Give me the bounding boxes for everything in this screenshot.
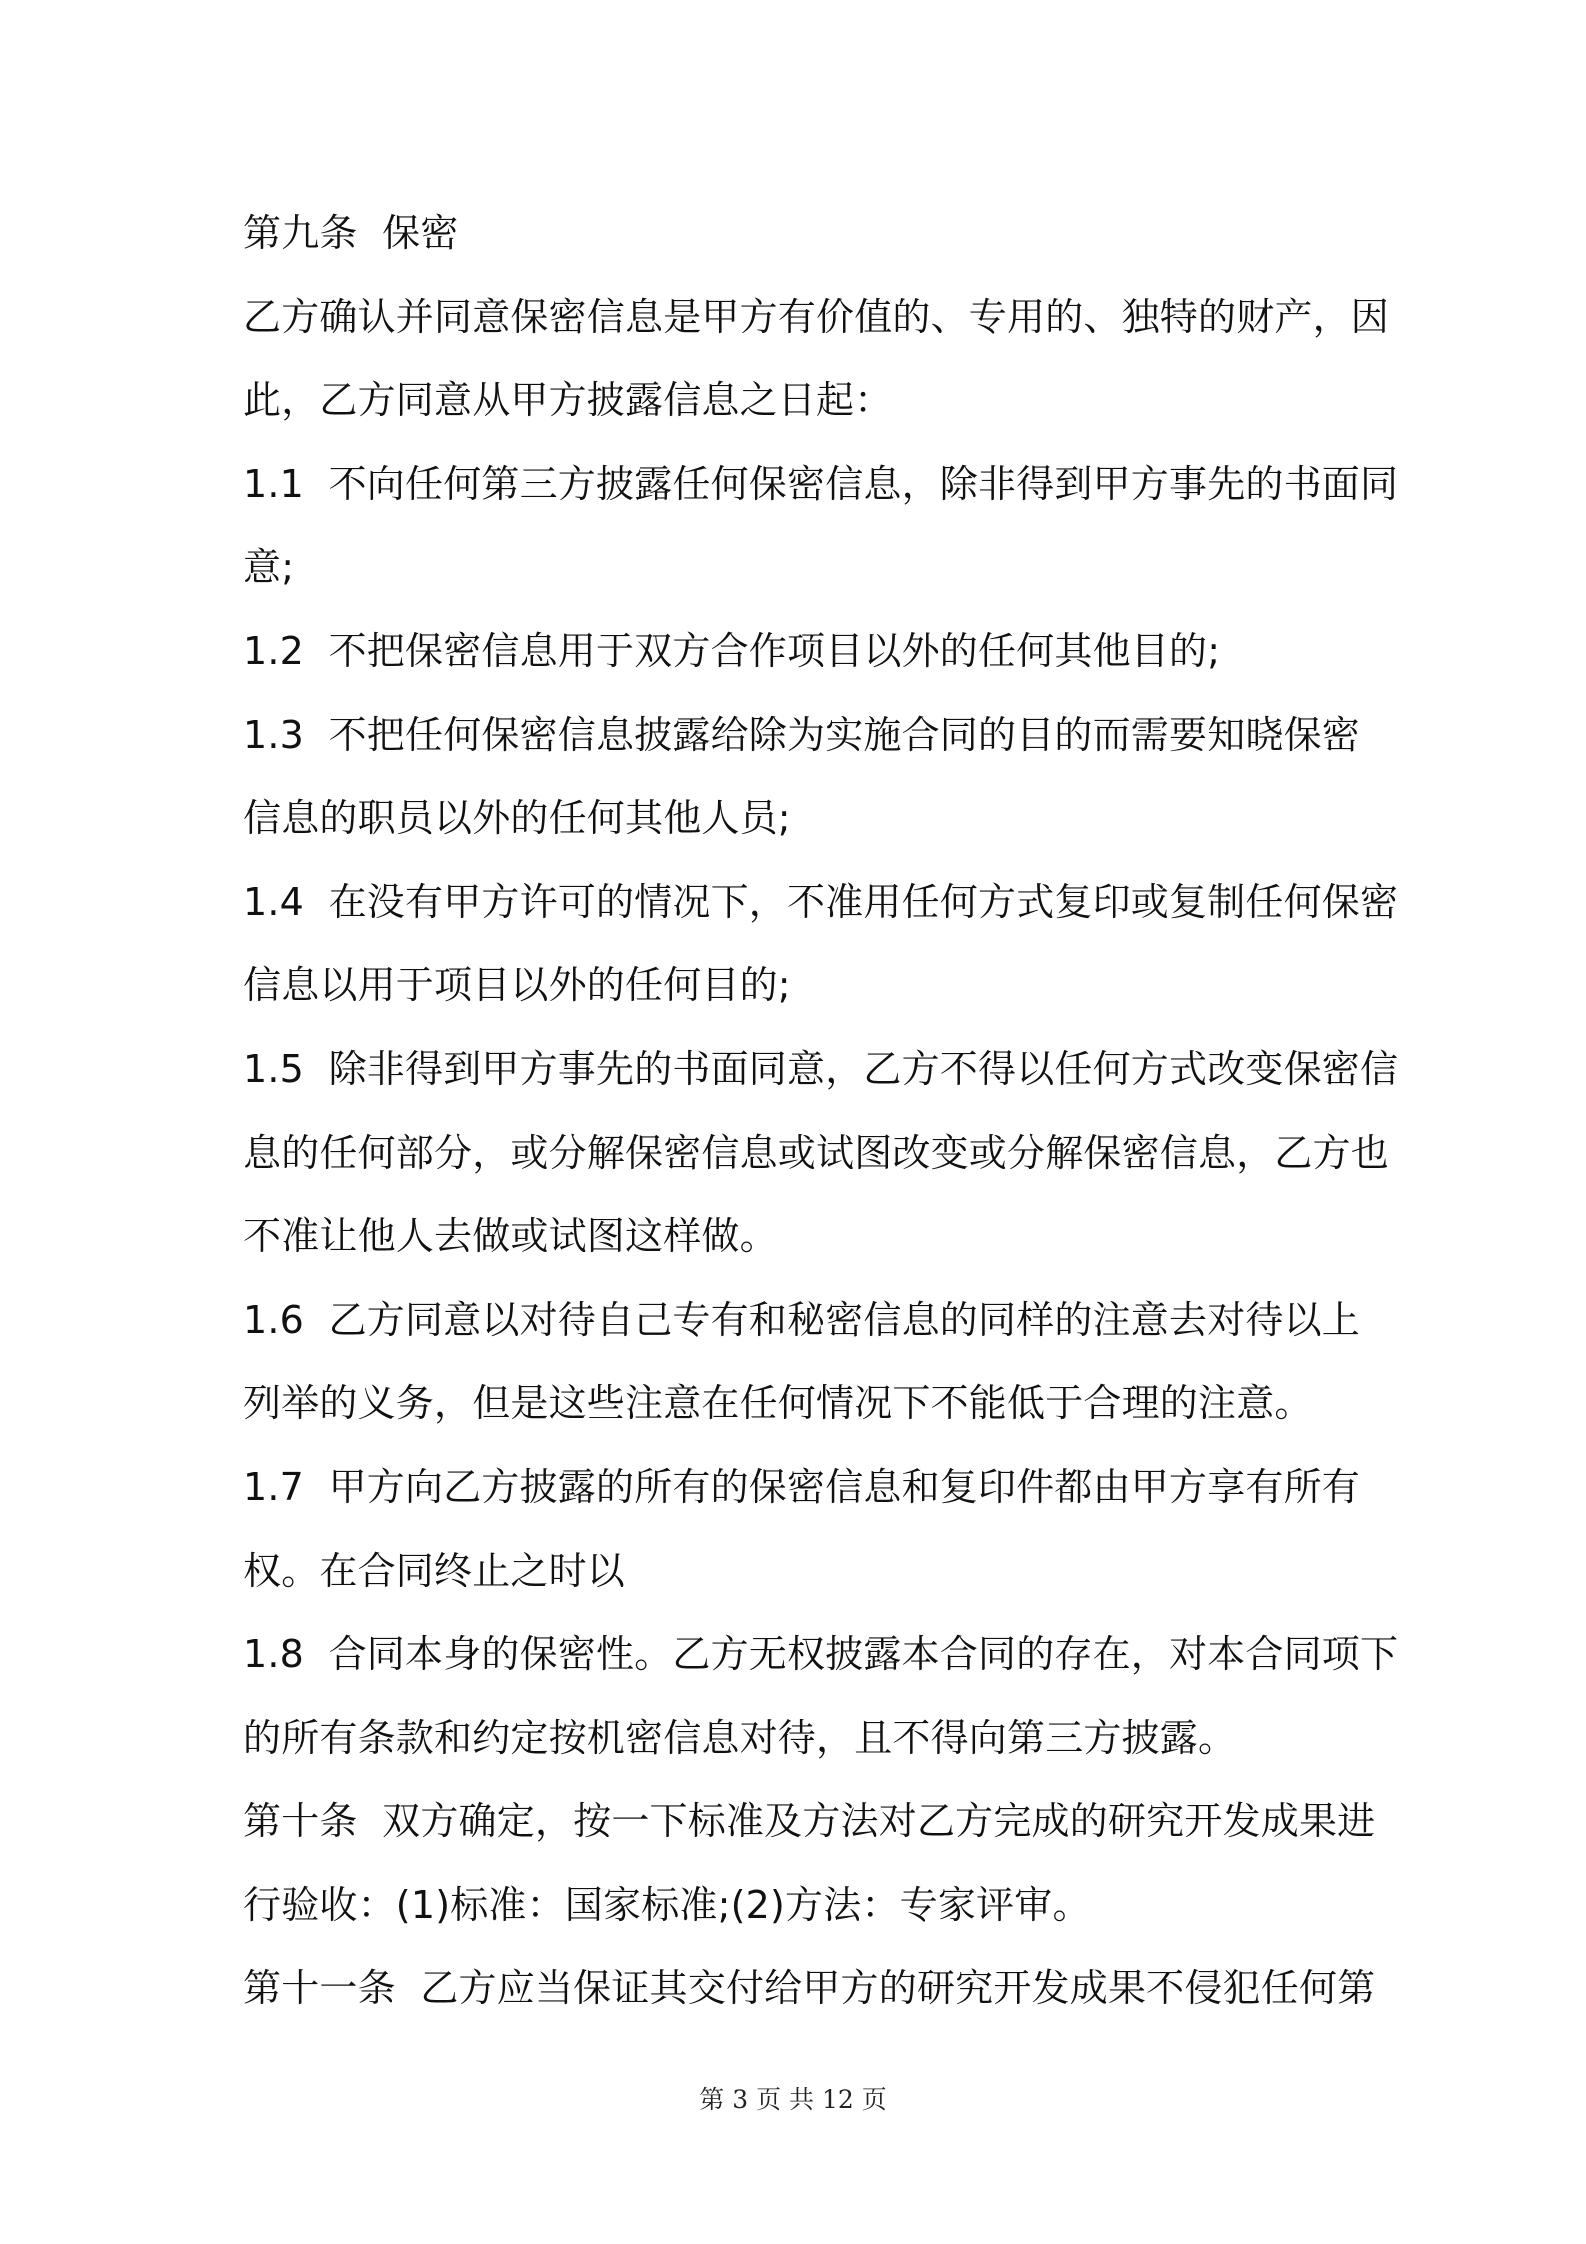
contract-body-text (243, 192, 1399, 2031)
text-line: 意; (243, 545, 295, 590)
text-line: 1.5 除非得到甲方事先的书面同意，乙方不得以任何方式改变保密信 (243, 1046, 1399, 1091)
text-line: 权。在合同终止之时以 (243, 1548, 626, 1593)
text-line: 第九条 保密 (243, 211, 459, 255)
text-line: 1.6 乙方同意以对待自己专有和秘密信息的同样的注意去对待以上 (243, 1297, 1360, 1342)
text-line: 1.7 甲方向乙方披露的所有的保密信息和复印件都由甲方享有所有 (243, 1464, 1360, 1509)
text-line: 的所有条款和约定按机密信息对待，且不得向第三方披露。 (243, 1715, 1237, 1760)
text-line: 第十条 双方确定，按一下标准及方法对乙方完成的研究开发成果进 (243, 1799, 1376, 1844)
text-line: 1.2 不把保密信息用于双方合作项目以外的任何其他目的; (243, 628, 1221, 673)
text-line: 1.8 合同本身的保密性。乙方无权披露本合同的存在，对本合同项下 (243, 1632, 1399, 1677)
text-line: 此，乙方同意从甲方披露信息之日起： (243, 378, 893, 423)
text-line: 乙方确认并同意保密信息是甲方有价值的、专用的、独特的财产，因 (243, 294, 1390, 339)
text-line: 1.3 不把任何保密信息披露给除为实施合同的目的而需要知晓保密 (243, 712, 1360, 757)
text-line: 息的任何部分，或分解保密信息或试图改变或分解保密信息，乙方也 (243, 1130, 1390, 1175)
page-number-footer: 第 3 页 共 12 页 (699, 2085, 887, 2114)
text-line: 不准让他人去做或试图这样做。 (243, 1214, 778, 1259)
text-line: 1.4 在没有甲方许可的情况下，不准用任何方式复印或复制任何保密 (243, 879, 1399, 924)
text-line: 信息的职员以外的任何其他人员; (243, 796, 791, 841)
text-line: 信息以用于项目以外的任何目的; (243, 963, 791, 1008)
text-line: 1.1 不向任何第三方披露任何保密信息，除非得到甲方事先的书面同 (243, 461, 1399, 506)
text-line: 列举的义务，但是这些注意在任何情况下不能低于合理的注意。 (243, 1381, 1313, 1426)
text-line: 第十一条 乙方应当保证其交付给甲方的研究开发成果不侵犯任何第 (243, 1966, 1376, 2011)
text-line: 行验收：(1)标准：国家标准;(2)方法：专家评审。 (243, 1882, 1091, 1927)
